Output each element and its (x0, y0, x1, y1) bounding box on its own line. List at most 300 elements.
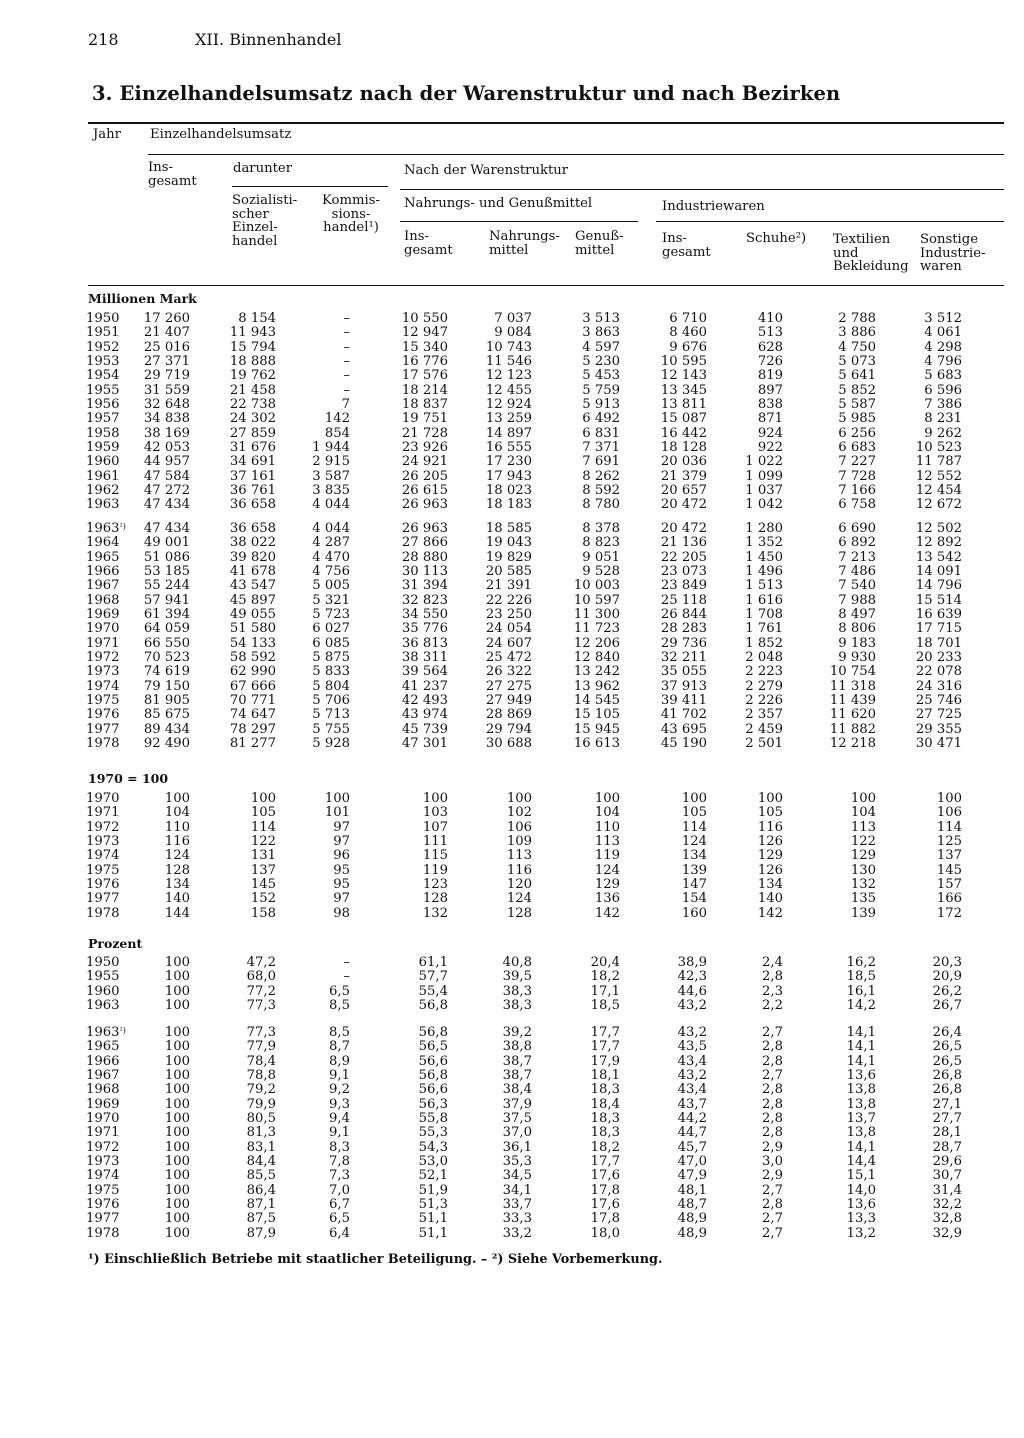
cell-insgesamt: 64 059 (143, 621, 190, 637)
table-row (0, 694, 1024, 708)
cell-textilien: 14,1 (846, 1053, 876, 1069)
cell-insgesamt: 47 272 (143, 483, 190, 499)
cell-nahrungsmittel: 24 607 (485, 635, 532, 651)
cell-ng-insgesamt: 45 739 (401, 721, 448, 737)
cell-nahrungsmittel: 19 829 (485, 549, 532, 565)
cell-insgesamt: 100 (164, 1225, 190, 1241)
cell-year: 1977 (86, 721, 120, 737)
table-row (0, 355, 1024, 369)
cell-textilien: 113 (850, 819, 876, 835)
cell-schuhe: 2 279 (745, 678, 783, 694)
cell-iw-insgesamt: 35 055 (660, 664, 707, 680)
cell-schuhe: 1 099 (745, 468, 783, 484)
cell-nahrungsmittel: 18 585 (485, 521, 532, 536)
cell-schuhe: 1 022 (745, 454, 783, 470)
cell-schuhe: 2,7 (762, 1182, 783, 1198)
cell-ng-insgesamt: 18 214 (401, 382, 448, 398)
cell-textilien: 7 486 (838, 564, 876, 580)
cell-sonstige: 18 701 (915, 635, 962, 651)
cell-kommissionshandel: 9,1 (329, 1068, 350, 1084)
cell-schuhe: 2 459 (745, 721, 783, 737)
cell-textilien: 7 728 (838, 468, 876, 484)
cell-sonstige: 26,4 (932, 1025, 962, 1040)
table-row (0, 1227, 1024, 1241)
cell-schuhe: 1 280 (745, 521, 783, 536)
cell-schuhe: 134 (757, 877, 783, 893)
cell-sonstige: 24 316 (915, 678, 962, 694)
cell-sonstige: 32,2 (932, 1197, 962, 1213)
cell-ng-insgesamt: 18 837 (401, 397, 448, 413)
cell-ng-insgesamt: 53,0 (418, 1154, 448, 1170)
cell-schuhe: 142 (757, 905, 783, 921)
cell-ng-insgesamt: 16 776 (401, 354, 448, 370)
cell-sozialistischer-handel: 74 647 (229, 707, 276, 723)
cell-sonstige: 15 514 (915, 592, 962, 608)
cell-ng-insgesamt: 51,3 (418, 1197, 448, 1213)
cell-nahrungsmittel: 17 943 (485, 468, 532, 484)
cell-textilien: 11 620 (829, 707, 876, 723)
table-row (0, 892, 1024, 906)
cell-sonstige: 20,9 (932, 969, 962, 985)
cell-year: 1975 (86, 1182, 120, 1198)
table-row (0, 1026, 1024, 1040)
cell-nahrungsmittel: 25 472 (485, 650, 532, 666)
cell-insgesamt: 66 550 (143, 635, 190, 651)
cell-schuhe: 819 (757, 368, 783, 384)
cell-insgesamt: 47 434 (143, 521, 190, 536)
cell-kommissionshandel: 4 287 (312, 535, 350, 551)
cell-kommissionshandel: 6,5 (329, 983, 350, 999)
cell-textilien: 13,8 (846, 1125, 876, 1141)
cell-kommissionshandel: 5 321 (312, 592, 350, 608)
table-row (0, 455, 1024, 469)
cell-genussmittel: 18,3 (590, 1082, 620, 1098)
cell-kommissionshandel: 6,4 (329, 1225, 350, 1241)
cell-textilien: 13,8 (846, 1096, 876, 1112)
cell-genussmittel: 17,8 (590, 1182, 620, 1198)
cell-insgesamt: 31 559 (143, 382, 190, 398)
cell-sozialistischer-handel: 27 859 (229, 425, 276, 441)
cell-sonstige: 26,5 (932, 1053, 962, 1069)
cell-iw-insgesamt: 43,2 (677, 1068, 707, 1084)
cell-ng-insgesamt: 55,3 (418, 1125, 448, 1141)
cell-year: 1969 (86, 607, 120, 623)
cell-insgesamt: 100 (164, 1025, 190, 1040)
cell-insgesamt: 92 490 (143, 736, 190, 752)
cell-genussmittel: 14 545 (573, 693, 620, 709)
cell-insgesamt: 100 (164, 1111, 190, 1127)
cell-insgesamt: 38 169 (143, 425, 190, 441)
cell-kommissionshandel: 9,1 (329, 1125, 350, 1141)
cell-kommissionshandel: 8,3 (329, 1139, 350, 1155)
cell-nahrungsmittel: 30 688 (485, 736, 532, 752)
cell-schuhe: 2,8 (762, 1096, 783, 1112)
cell-sozialistischer-handel: 85,5 (246, 1168, 276, 1184)
cell-year: 1971 (86, 1125, 120, 1141)
cell-ng-insgesamt: 39 564 (401, 664, 448, 680)
cell-genussmittel: 17,7 (590, 1025, 620, 1040)
cell-genussmittel: 16 613 (573, 736, 620, 752)
cell-sozialistischer-handel: 145 (250, 877, 276, 893)
cell-year: 1956 (86, 397, 120, 413)
cell-ng-insgesamt: 12 947 (401, 325, 448, 341)
cell-sonstige: 27,1 (932, 1096, 962, 1112)
table-row (0, 1169, 1024, 1183)
cell-genussmittel: 18,0 (590, 1225, 620, 1241)
cell-textilien: 5 852 (838, 382, 876, 398)
cell-iw-insgesamt: 39 411 (660, 693, 707, 709)
cell-sozialistischer-handel: 77,9 (246, 1039, 276, 1055)
cell-kommissionshandel: 97 (333, 819, 350, 835)
cell-genussmittel: 17,8 (590, 1211, 620, 1227)
cell-sonstige: 31,4 (932, 1182, 962, 1198)
cell-year: 1966 (86, 564, 120, 580)
cell-sonstige: 26,2 (932, 983, 962, 999)
cell-textilien: 132 (850, 877, 876, 893)
cell-insgesamt: 100 (164, 1168, 190, 1184)
cell-ng-insgesamt: 56,6 (418, 1053, 448, 1069)
cell-nahrungsmittel: 39,5 (502, 969, 532, 985)
cell-insgesamt: 100 (164, 1053, 190, 1069)
cell-sonstige: 12 502 (915, 521, 962, 536)
cell-kommissionshandel: 6,5 (329, 1211, 350, 1227)
cell-year: 1971 (86, 805, 120, 821)
cell-iw-insgesamt: 45,7 (677, 1139, 707, 1155)
cell-genussmittel: 17,1 (590, 983, 620, 999)
cell-iw-insgesamt: 6 710 (669, 311, 707, 326)
cell-iw-insgesamt: 154 (681, 891, 707, 907)
cell-sozialistischer-handel: 78 297 (229, 721, 276, 737)
cell-sonstige: 5 683 (924, 368, 962, 384)
cell-sonstige: 12 454 (915, 483, 962, 499)
cell-genussmittel: 8 780 (582, 497, 620, 513)
cell-iw-insgesamt: 20 472 (660, 497, 707, 513)
cell-insgesamt: 89 434 (143, 721, 190, 737)
cell-iw-insgesamt: 9 676 (669, 339, 707, 355)
cell-ng-insgesamt: 100 (422, 791, 448, 806)
cell-schuhe: 2,7 (762, 1211, 783, 1227)
cell-ng-insgesamt: 51,9 (418, 1182, 448, 1198)
table-row (0, 1040, 1024, 1054)
cell-iw-insgesamt: 134 (681, 848, 707, 864)
cell-iw-insgesamt: 15 087 (660, 411, 707, 427)
cell-sozialistischer-handel: 36 658 (229, 521, 276, 536)
cell-sonstige: 137 (936, 848, 962, 864)
cell-textilien: 14,4 (846, 1154, 876, 1170)
cell-genussmittel: 3 513 (582, 311, 620, 326)
chapter-title: XII. Binnenhandel (195, 30, 342, 49)
cell-nahrungsmittel: 34,1 (502, 1182, 532, 1198)
table-block (0, 792, 1024, 921)
cell-textilien: 6 256 (838, 425, 876, 441)
cell-insgesamt: 140 (164, 891, 190, 907)
darunter-rule (232, 186, 388, 187)
cell-genussmittel: 4 597 (582, 339, 620, 355)
cell-textilien: 104 (850, 805, 876, 821)
cell-sonstige: 20,3 (932, 955, 962, 970)
cell-nahrungsmittel: 18 023 (485, 483, 532, 499)
cell-schuhe: 129 (757, 848, 783, 864)
cell-ng-insgesamt: 56,8 (418, 998, 448, 1014)
cell-genussmittel: 17,7 (590, 1039, 620, 1055)
cell-genussmittel: 15 105 (573, 707, 620, 723)
cell-year: 1966 (86, 1053, 120, 1069)
cell-schuhe: 2,4 (762, 955, 783, 970)
cell-schuhe: 1 616 (745, 592, 783, 608)
table-row (0, 622, 1024, 636)
cell-iw-insgesamt: 48,9 (677, 1211, 707, 1227)
cell-schuhe: 2,8 (762, 1082, 783, 1098)
cell-schuhe: 1 761 (745, 621, 783, 637)
cell-nahrungsmittel: 38,7 (502, 1068, 532, 1084)
table-block (0, 956, 1024, 1013)
cell-sozialistischer-handel: 18 888 (229, 354, 276, 370)
cell-sozialistischer-handel: 87,1 (246, 1197, 276, 1213)
cell-insgesamt: 100 (164, 1082, 190, 1098)
cell-schuhe: 2 223 (745, 664, 783, 680)
col-schuhe: Schuhe²) (746, 231, 807, 246)
table-row (0, 522, 1024, 536)
cell-textilien: 129 (850, 848, 876, 864)
cell-genussmittel: 129 (594, 877, 620, 893)
cell-iw-insgesamt: 43,7 (677, 1096, 707, 1112)
cell-year: 1967 (86, 1068, 120, 1084)
cell-ng-insgesamt: 35 776 (401, 621, 448, 637)
cell-sozialistischer-handel: 49 055 (229, 607, 276, 623)
cell-genussmittel: 11 300 (573, 607, 620, 623)
cell-ng-insgesamt: 52,1 (418, 1168, 448, 1184)
cell-insgesamt: 34 838 (143, 411, 190, 427)
cell-schuhe: 105 (757, 805, 783, 821)
table-row (0, 594, 1024, 608)
cell-kommissionshandel: 97 (333, 891, 350, 907)
cell-year: 1971 (86, 635, 120, 651)
cell-sozialistischer-handel: 158 (250, 905, 276, 921)
cell-genussmittel: 142 (594, 905, 620, 921)
cell-ng-insgesamt: 26 615 (401, 483, 448, 499)
cell-nahrungsmittel: 120 (506, 877, 532, 893)
cell-insgesamt: 104 (164, 805, 190, 821)
cell-textilien: 7 540 (838, 578, 876, 594)
cell-insgesamt: 144 (164, 905, 190, 921)
cell-schuhe: 513 (757, 325, 783, 341)
cell-ng-insgesamt: 42 493 (401, 693, 448, 709)
cell-sozialistischer-handel: 47,2 (246, 955, 276, 970)
cell-genussmittel: 5 453 (582, 368, 620, 384)
cell-kommissionshandel: 4 044 (312, 521, 350, 536)
cell-genussmittel: 100 (594, 791, 620, 806)
cell-sozialistischer-handel: 45 897 (229, 592, 276, 608)
table-row (0, 369, 1024, 383)
cell-genussmittel: 18,2 (590, 1139, 620, 1155)
table-row (0, 806, 1024, 820)
cell-iw-insgesamt: 23 849 (660, 578, 707, 594)
cell-sonstige: 27 725 (915, 707, 962, 723)
table-row (0, 821, 1024, 835)
cell-sozialistischer-handel: 41 678 (229, 564, 276, 580)
cell-sozialistischer-handel: 78,8 (246, 1068, 276, 1084)
cell-sonstige: 30 471 (915, 736, 962, 752)
cell-genussmittel: 9 051 (582, 549, 620, 565)
cell-kommissionshandel: 1 944 (312, 440, 350, 456)
cell-genussmittel: 110 (594, 819, 620, 835)
cell-textilien: 14,1 (846, 1039, 876, 1055)
cell-iw-insgesamt: 114 (681, 819, 707, 835)
cell-insgesamt: 100 (164, 1154, 190, 1170)
cell-sozialistischer-handel: 80,5 (246, 1111, 276, 1127)
cell-iw-insgesamt: 18 128 (660, 440, 707, 456)
cell-sozialistischer-handel: 78,4 (246, 1053, 276, 1069)
cell-sonstige: 29 355 (915, 721, 962, 737)
cell-year: 1975 (86, 862, 120, 878)
col-nahrungsmittel: Nahrungs- mittel (489, 229, 560, 258)
cell-sozialistischer-handel: 37 161 (229, 468, 276, 484)
cell-textilien: 122 (850, 834, 876, 850)
table-row (0, 579, 1024, 593)
cell-genussmittel: 18,2 (590, 969, 620, 985)
cell-iw-insgesamt: 48,1 (677, 1182, 707, 1198)
cell-year: 1963 (86, 497, 120, 513)
table-row (0, 1198, 1024, 1212)
cell-kommissionshandel: 6 027 (312, 621, 350, 637)
cell-year: 1977 (86, 1211, 120, 1227)
table-row (0, 956, 1024, 970)
col-kommissionshandel: Kommis- sions- handel¹) (322, 193, 380, 235)
cell-kommissionshandel: – (343, 311, 350, 326)
cell-textilien: 14,1 (846, 1025, 876, 1040)
cell-sozialistischer-handel: 79,9 (246, 1096, 276, 1112)
cell-insgesamt: 47 434 (143, 497, 190, 513)
cell-textilien: 7 227 (838, 454, 876, 470)
table-row (0, 470, 1024, 484)
cell-genussmittel: 8 823 (582, 535, 620, 551)
cell-insgesamt: 74 619 (143, 664, 190, 680)
cell-sonstige: 28,1 (932, 1125, 962, 1141)
cell-year: 1950 (86, 311, 120, 326)
cell-schuhe: 2,2 (762, 998, 783, 1014)
cell-insgesamt: 55 244 (143, 578, 190, 594)
cell-iw-insgesamt: 26 844 (660, 607, 707, 623)
table-row (0, 341, 1024, 355)
cell-sonstige: 157 (936, 877, 962, 893)
cell-insgesamt: 47 584 (143, 468, 190, 484)
cell-genussmittel: 10 003 (573, 578, 620, 594)
table-row (0, 723, 1024, 737)
cell-iw-insgesamt: 160 (681, 905, 707, 921)
col-ng-insgesamt: Ins- gesamt (404, 229, 453, 258)
cell-sonstige: 145 (936, 862, 962, 878)
section-label-millionen: Millionen Mark (88, 291, 197, 306)
cell-kommissionshandel: 5 723 (312, 607, 350, 623)
cell-textilien: 14,2 (846, 998, 876, 1014)
cell-insgesamt: 110 (164, 819, 190, 835)
cell-sozialistischer-handel: 22 738 (229, 397, 276, 413)
cell-nahrungsmittel: 38,4 (502, 1082, 532, 1098)
cell-insgesamt: 79 150 (143, 678, 190, 694)
cell-year: 1952 (86, 339, 120, 355)
cell-schuhe: 2 357 (745, 707, 783, 723)
table-title: 3. Einzelhandelsumsatz nach der Warenstruktur und nach Bezirken (92, 82, 841, 105)
cell-year: 1970 (86, 791, 120, 806)
cell-kommissionshandel: 5 875 (312, 650, 350, 666)
table-row (0, 985, 1024, 999)
cell-schuhe: 100 (757, 791, 783, 806)
cell-sonstige: 8 231 (924, 411, 962, 427)
cell-sozialistischer-handel: 86,4 (246, 1182, 276, 1198)
cell-kommissionshandel: 4 756 (312, 564, 350, 580)
cell-textilien: 5 641 (838, 368, 876, 384)
cell-textilien: 14,1 (846, 1139, 876, 1155)
cell-year: 1970 (86, 1111, 120, 1127)
cell-sozialistischer-handel: 11 943 (229, 325, 276, 341)
cell-schuhe: 410 (757, 311, 783, 326)
cell-textilien: 4 750 (838, 339, 876, 355)
cell-sonstige: 4 796 (924, 354, 962, 370)
cell-nahrungsmittel: 19 043 (485, 535, 532, 551)
cell-ng-insgesamt: 56,6 (418, 1082, 448, 1098)
cell-iw-insgesamt: 29 736 (660, 635, 707, 651)
cell-nahrungsmittel: 33,2 (502, 1225, 532, 1241)
cell-kommissionshandel: – (343, 368, 350, 384)
header-bottom-rule (88, 285, 1004, 286)
cell-genussmittel: 104 (594, 805, 620, 821)
cell-insgesamt: 53 185 (143, 564, 190, 580)
cell-sozialistischer-handel: 34 691 (229, 454, 276, 470)
table-row (0, 1141, 1024, 1155)
cell-sonstige: 6 596 (924, 382, 962, 398)
cell-nahrungsmittel: 38,8 (502, 1039, 532, 1055)
cell-kommissionshandel: 8,9 (329, 1053, 350, 1069)
cell-kommissionshandel: – (343, 325, 350, 341)
cell-nahrungsmittel: 124 (506, 891, 532, 907)
cell-textilien: 10 754 (829, 664, 876, 680)
cell-genussmittel: 17,9 (590, 1053, 620, 1069)
cell-kommissionshandel: – (343, 382, 350, 398)
cell-ng-insgesamt: 36 813 (401, 635, 448, 651)
cell-iw-insgesamt: 21 136 (660, 535, 707, 551)
cell-sonstige: 166 (936, 891, 962, 907)
cell-sozialistischer-handel: 31 676 (229, 440, 276, 456)
cell-textilien: 5 073 (838, 354, 876, 370)
cell-textilien: 13,7 (846, 1111, 876, 1127)
cell-sozialistischer-handel: 77,3 (246, 998, 276, 1014)
cell-sozialistischer-handel: 58 592 (229, 650, 276, 666)
cell-genussmittel: 8 262 (582, 468, 620, 484)
table-row (0, 792, 1024, 806)
cell-textilien: 11 318 (829, 678, 876, 694)
cell-sozialistischer-handel: 36 761 (229, 483, 276, 499)
cell-ng-insgesamt: 17 576 (401, 368, 448, 384)
cell-kommissionshandel: 2 915 (312, 454, 350, 470)
cell-schuhe: 897 (757, 382, 783, 398)
cell-iw-insgesamt: 44,6 (677, 983, 707, 999)
table-row (0, 864, 1024, 878)
cell-genussmittel: 6 492 (582, 411, 620, 427)
cell-textilien: 135 (850, 891, 876, 907)
cell-iw-insgesamt: 45 190 (660, 736, 707, 752)
cell-textilien: 12 218 (829, 736, 876, 752)
cell-insgesamt: 116 (164, 834, 190, 850)
cell-iw-insgesamt: 28 283 (660, 621, 707, 637)
cell-kommissionshandel: 5 833 (312, 664, 350, 680)
cell-sozialistischer-handel: 79,2 (246, 1082, 276, 1098)
cell-kommissionshandel: 8,5 (329, 1025, 350, 1040)
cell-sozialistischer-handel: 77,3 (246, 1025, 276, 1040)
cell-sozialistischer-handel: 70 771 (229, 693, 276, 709)
cell-sozialistischer-handel: 114 (250, 819, 276, 835)
cell-ng-insgesamt: 19 751 (401, 411, 448, 427)
cell-insgesamt: 100 (164, 1096, 190, 1112)
